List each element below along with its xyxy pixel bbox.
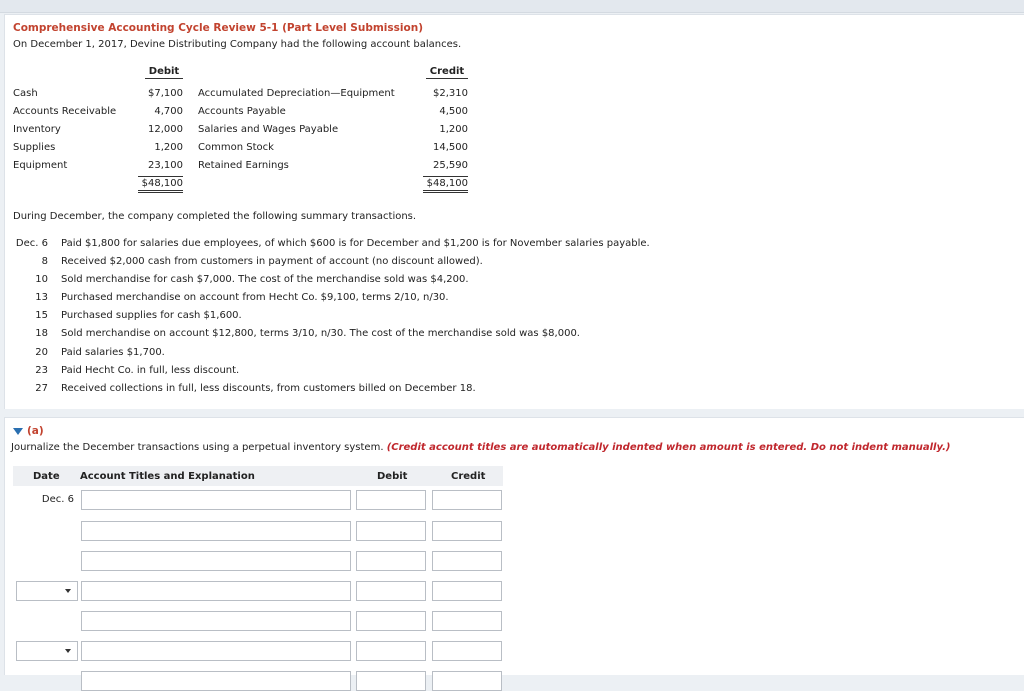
credit-header: Credit: [426, 66, 468, 79]
problem-intro: On December 1, 2017, Devine Distributing Company had the following account balances.: [13, 39, 462, 50]
transaction-date: 15: [35, 310, 48, 321]
account-title-input[interactable]: [81, 581, 351, 601]
account-title-input[interactable]: [81, 641, 351, 661]
column-credit: Credit: [451, 471, 486, 482]
part-a-label[interactable]: (a): [27, 425, 44, 437]
credit-input[interactable]: [432, 490, 502, 510]
account-title-input[interactable]: [81, 551, 351, 571]
transaction-date: 8: [41, 256, 48, 267]
credit-amount: $2,310: [433, 88, 468, 99]
account-title-input[interactable]: [81, 671, 351, 691]
credit-account: Salaries and Wages Payable: [198, 124, 339, 135]
transaction-text: Purchased supplies for cash $1,600.: [61, 310, 242, 321]
debit-input[interactable]: [356, 581, 426, 601]
transaction-date: 23: [35, 365, 48, 376]
transaction-date: 18: [35, 328, 48, 339]
debit-account: Inventory: [13, 124, 61, 135]
credit-input[interactable]: [432, 551, 502, 571]
transaction-date: 10: [35, 274, 48, 285]
account-title-input[interactable]: [81, 611, 351, 631]
debit-input[interactable]: [356, 641, 426, 661]
debit-header: Debit: [145, 66, 183, 79]
column-account: Account Titles and Explanation: [80, 471, 255, 482]
debit-account: Cash: [13, 88, 38, 99]
debit-account: Supplies: [13, 142, 56, 153]
debit-input[interactable]: [356, 521, 426, 541]
instruction-note: (Credit account titles are automatically indented when amount is entered. Do not indent manually.): [386, 442, 951, 453]
credit-amount: 25,590: [433, 160, 468, 171]
transaction-date: Dec. 6: [15, 238, 48, 249]
transaction-text: Paid $1,800 for salaries due employees, of which $600 is for December and $1,200 is for November salaries payable.: [61, 238, 650, 249]
instruction-text: Journalize the December transactions using a perpetual inventory system.: [11, 442, 384, 453]
credit-input[interactable]: [432, 581, 502, 601]
transaction-text: Sold merchandise for cash $7,000. The cost of the merchandise sold was $4,200.: [61, 274, 469, 285]
problem-panel: [4, 14, 1024, 409]
debit-account: Accounts Receivable: [13, 106, 117, 117]
transaction-date: 13: [35, 292, 48, 303]
part-a-panel: [4, 417, 1024, 675]
credit-input[interactable]: [432, 641, 502, 661]
debit-amount: 4,700: [154, 106, 183, 117]
transaction-date: 20: [35, 347, 48, 358]
collapse-triangle-icon[interactable]: [13, 428, 23, 435]
column-date: Date: [33, 471, 60, 482]
problem-title: Comprehensive Accounting Cycle Review 5-1 (Part Level Submission): [13, 22, 423, 34]
debit-input[interactable]: [356, 551, 426, 571]
credit-input[interactable]: [432, 611, 502, 631]
debit-total: $48,100: [138, 176, 183, 193]
credit-amount: 14,500: [433, 142, 468, 153]
date-select[interactable]: [16, 581, 78, 601]
date-select[interactable]: [16, 641, 78, 661]
credit-total: $48,100: [423, 176, 468, 193]
credit-account: Retained Earnings: [198, 160, 289, 171]
debit-amount: 12,000: [148, 124, 183, 135]
transaction-text: Purchased merchandise on account from Hecht Co. $9,100, terms 2/10, n/30.: [61, 292, 449, 303]
credit-amount: 1,200: [439, 124, 468, 135]
debit-amount: 1,200: [154, 142, 183, 153]
column-debit: Debit: [377, 471, 408, 482]
credit-account: Accumulated Depreciation—Equipment: [198, 88, 395, 99]
credit-account: Accounts Payable: [198, 106, 286, 117]
part-a-instruction: [11, 442, 950, 453]
dropdown-arrow-icon: [65, 589, 71, 593]
transaction-text: Received collections in full, less discounts, from customers billed on December 18.: [61, 383, 476, 394]
transactions-intro: During December, the company completed the following summary transactions.: [13, 211, 417, 222]
account-title-input[interactable]: [81, 490, 351, 510]
journal-date-label: Dec. 6: [41, 494, 74, 505]
transaction-date: 27: [35, 383, 48, 394]
credit-input[interactable]: [432, 671, 502, 691]
top-strip: [0, 0, 1024, 13]
debit-input[interactable]: [356, 671, 426, 691]
journal-header: [13, 466, 503, 486]
transaction-text: Received $2,000 cash from customers in payment of account (no discount allowed).: [61, 256, 483, 267]
credit-account: Common Stock: [198, 142, 274, 153]
account-title-input[interactable]: [81, 521, 351, 541]
debit-amount: $7,100: [148, 88, 183, 99]
transaction-text: Paid salaries $1,700.: [61, 347, 165, 358]
debit-input[interactable]: [356, 490, 426, 510]
transaction-text: Sold merchandise on account $12,800, terms 3/10, n/30. The cost of the merchandise sold was $8,000.: [61, 328, 580, 339]
credit-amount: 4,500: [439, 106, 468, 117]
debit-account: Equipment: [13, 160, 68, 171]
credit-input[interactable]: [432, 521, 502, 541]
debit-input[interactable]: [356, 611, 426, 631]
transaction-text: Paid Hecht Co. in full, less discount.: [61, 365, 240, 376]
debit-amount: 23,100: [148, 160, 183, 171]
dropdown-arrow-icon: [65, 649, 71, 653]
